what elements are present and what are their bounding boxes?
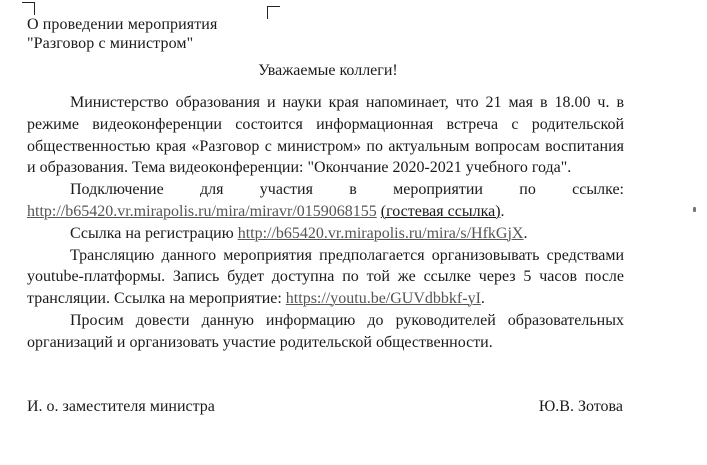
youtube-link[interactable]: https://youtu.be/GUVdbbkf-yI xyxy=(285,290,481,308)
registration-label: Ссылка на регистрацию xyxy=(70,224,234,242)
paragraph-broadcast: Трансляцию данного мероприятия предполагается организовывать средствами youtube-платформы. Запись будет доступна по той же ссылке через 5 часов после трансляции. Ссылка на мероприятие: https://youtu.be/GUVdbbkf-yI. xyxy=(27,246,624,308)
connection-link[interactable]: http://b65420.vr.mirapolis.ru/mira/miravr/0159068155 xyxy=(27,202,377,220)
signatory-name: Ю.В. Зотова xyxy=(538,398,623,415)
paragraph-request: Просим довести данную информацию до руководителей образовательных организаций и организовать участие родительской общественности. xyxy=(27,311,624,351)
paragraph-announcement: Министерство образования и науки края напоминает, что 21 мая в 18.00 ч. в режиме видеоконференции состоится информационная встреча с родительской общественностью края «Разговор с министром» по актуальным вопросам воспитания и образования. Тема видеоконференции: "Окончание 2020-2021 учебного года". xyxy=(27,94,624,177)
guest-link-note: (гостевая ссылка) xyxy=(380,202,501,220)
signature-block xyxy=(27,397,623,417)
paragraph-connection: Подключение для участия в мероприятии по ссылке: http://b65420.vr.mirapolis.ru/mira/miravr/0159068155 (гостевая ссылка). xyxy=(27,181,624,220)
corner-mark-left xyxy=(22,2,35,15)
broadcast-text: Трансляцию данного мероприятия предполагается организовывать средствами youtube-платформы. Запись будет доступна по той же ссылке через 5 часов после трансляции. Ссылка на мероприятие: xyxy=(27,246,624,308)
corner-mark-right xyxy=(267,6,280,19)
subject-line-1: О проведении мероприятия xyxy=(27,16,218,33)
paragraph-registration: Ссылка на регистрацию http://b65420.vr.mirapolis.ru/mira/s/HfkGjX. xyxy=(70,224,528,242)
subject-line-2: "Разговор с министром" xyxy=(27,35,194,52)
letter-body xyxy=(27,92,624,354)
letter-subject xyxy=(27,15,217,53)
signatory-position: И. о. заместителя министра xyxy=(27,398,215,415)
connection-label: Подключение для участия в мероприятии по ссылке: xyxy=(70,181,624,199)
greeting: Уважаемые коллеги! xyxy=(258,62,398,79)
scan-artifact xyxy=(693,207,696,212)
registration-link[interactable]: http://b65420.vr.mirapolis.ru/mira/s/HfkGjX xyxy=(237,224,524,242)
